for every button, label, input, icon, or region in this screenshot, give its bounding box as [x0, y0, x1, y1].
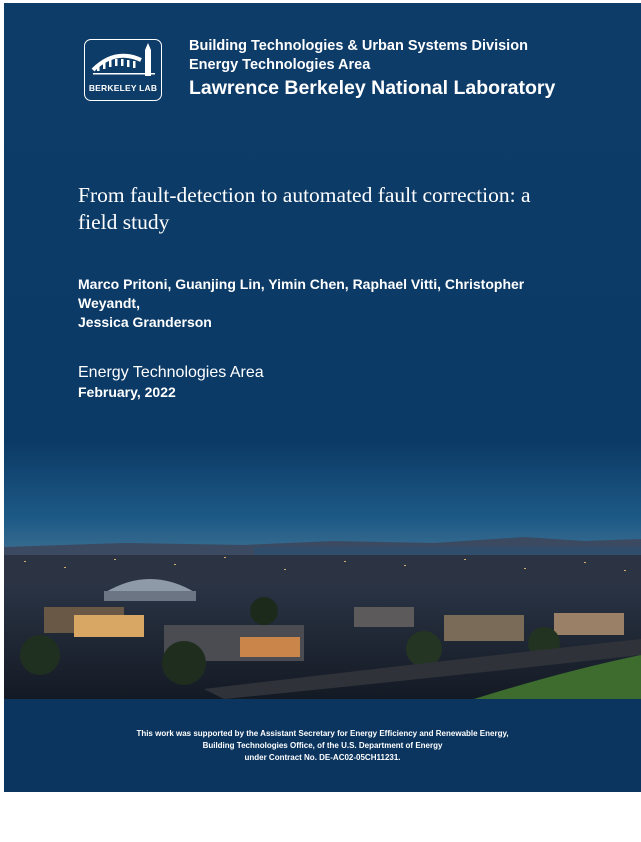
- publication-date: February, 2022: [78, 384, 176, 400]
- report-cover: [4, 3, 641, 792]
- report-title: [78, 182, 598, 236]
- author-list: [78, 275, 578, 332]
- funding-line: under Contract No. DE-AC02-05CH11231.: [244, 753, 401, 762]
- area-name: Energy Technologies Area: [189, 57, 371, 73]
- funding-statement: [4, 728, 641, 764]
- lab-name: Lawrence Berkeley National Laboratory: [189, 77, 556, 99]
- logo-text: BERKELEY LAB: [88, 83, 158, 93]
- division-name: Building Technologies & Urban Systems Division: [189, 38, 528, 54]
- author-line: Marco Pritoni, Guanjing Lin, Yimin Chen, Raphael Vitti, Christopher Weyandt,: [78, 276, 525, 311]
- report-title-line: From fault-detection to automated fault correction: a: [78, 183, 531, 207]
- campus-night-photo: [4, 443, 641, 699]
- report-title-line: field study: [78, 210, 170, 234]
- berkeley-lab-logo-icon: [85, 40, 161, 84]
- author-line: Jessica Granderson: [78, 314, 212, 330]
- funding-line: Building Technologies Office, of the U.S. Department of Energy: [202, 741, 443, 750]
- publishing-area: Energy Technologies Area: [78, 364, 264, 381]
- berkeley-lab-logo: [84, 39, 162, 101]
- funding-line: This work was supported by the Assistant Secretary for Energy Efficiency and Renewable Energy,: [136, 729, 509, 738]
